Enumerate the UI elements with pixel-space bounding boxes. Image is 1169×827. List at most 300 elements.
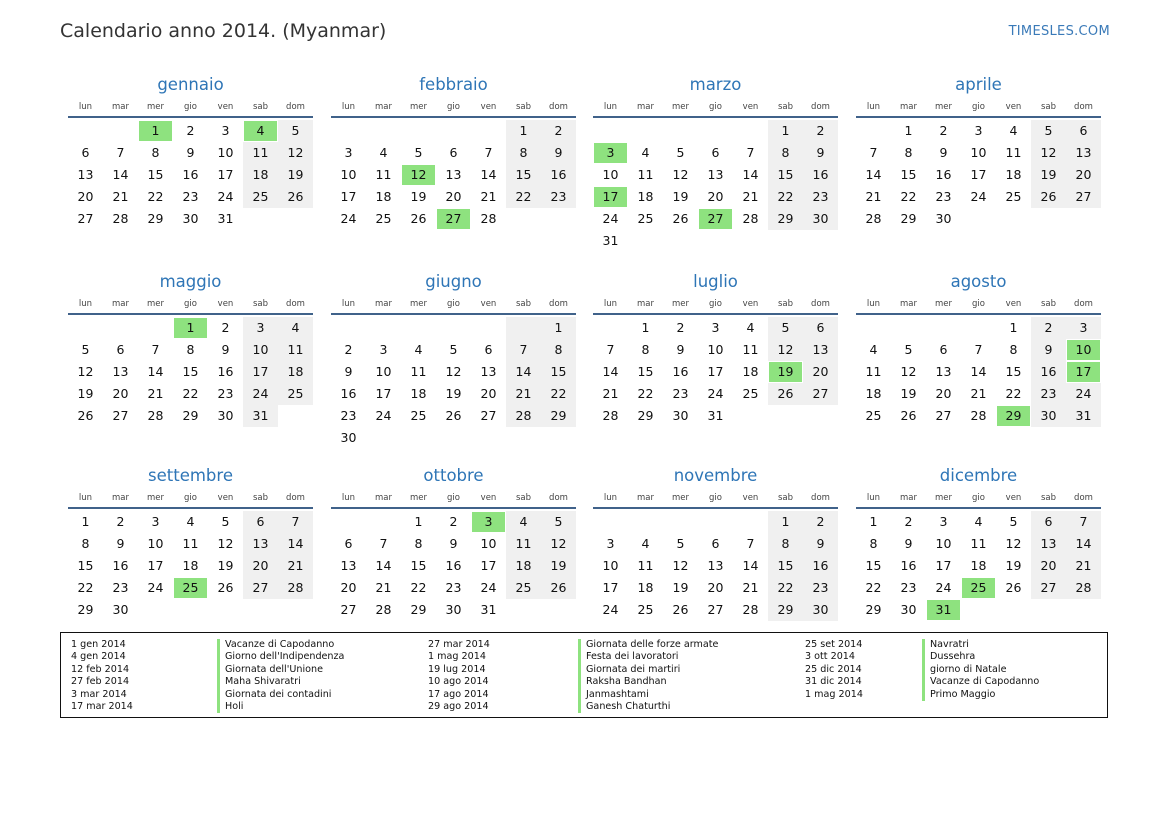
- day-cell[interactable]: 3: [1066, 317, 1101, 339]
- day-cell[interactable]: 18: [278, 361, 313, 383]
- day-cell[interactable]: 6: [803, 317, 838, 339]
- day-cell[interactable]: 30: [217, 408, 234, 423]
- day-cell[interactable]: 6: [711, 536, 720, 551]
- day-cell[interactable]: 7: [1066, 511, 1101, 533]
- day-cell[interactable]: 13: [77, 167, 94, 182]
- day-cell[interactable]: 6: [1031, 511, 1066, 533]
- day-cell[interactable]: 4: [1009, 123, 1018, 138]
- day-cell[interactable]: 13: [340, 558, 357, 573]
- day-cell[interactable]: 28: [1066, 577, 1101, 599]
- day-cell[interactable]: 8: [904, 145, 913, 160]
- day-cell[interactable]: 9: [449, 536, 458, 551]
- day-cell[interactable]: 19: [900, 386, 917, 401]
- day-cell[interactable]: 20: [707, 189, 724, 204]
- day-cell[interactable]: 22: [637, 386, 654, 401]
- day-cell[interactable]: 7: [484, 145, 493, 160]
- day-cell[interactable]: 16: [445, 558, 462, 573]
- day-cell[interactable]: 16: [112, 558, 129, 573]
- day-cell[interactable]: 28: [970, 408, 987, 423]
- day-cell[interactable]: 18: [506, 555, 541, 577]
- day-cell[interactable]: 10: [243, 339, 278, 361]
- day-cell[interactable]: 17: [935, 558, 952, 573]
- day-cell[interactable]: 3: [939, 514, 948, 529]
- day-cell[interactable]: 20: [77, 189, 94, 204]
- day-cell[interactable]: 14: [375, 558, 392, 573]
- day-cell[interactable]: 1: [81, 514, 90, 529]
- day-cell[interactable]: 28: [742, 211, 759, 226]
- day-cell[interactable]: 29: [182, 408, 199, 423]
- day-cell[interactable]: 4: [641, 145, 650, 160]
- day-cell[interactable]: 27: [340, 602, 357, 617]
- day-cell[interactable]: 10: [340, 167, 357, 182]
- day-cell[interactable]: 21: [970, 386, 987, 401]
- day-cell[interactable]: 31: [480, 602, 497, 617]
- day-cell[interactable]: 24: [602, 211, 619, 226]
- day-cell[interactable]: 12: [217, 536, 234, 551]
- day-cell[interactable]: 4: [746, 320, 755, 335]
- day-cell[interactable]: 2: [541, 120, 576, 142]
- day-cell[interactable]: 9: [186, 145, 195, 160]
- day-cell[interactable]: 22: [768, 577, 803, 599]
- day-cell[interactable]: 27: [480, 408, 497, 423]
- day-cell[interactable]: 24: [707, 386, 724, 401]
- day-cell[interactable]: 14: [742, 558, 759, 573]
- day-cell[interactable]: 5: [768, 317, 803, 339]
- day-cell[interactable]: 25: [865, 408, 882, 423]
- day-cell[interactable]: 11: [375, 167, 392, 182]
- day-cell[interactable]: 3: [151, 514, 160, 529]
- day-cell[interactable]: 4: [278, 317, 313, 339]
- day-cell[interactable]: 23: [445, 580, 462, 595]
- day-cell[interactable]: 24: [217, 189, 234, 204]
- day-cell[interactable]: 18: [182, 558, 199, 573]
- day-cell[interactable]: 12: [541, 533, 576, 555]
- day-cell[interactable]: 4: [506, 511, 541, 533]
- day-cell[interactable]: 13: [1066, 142, 1101, 164]
- day-cell[interactable]: 4: [186, 514, 195, 529]
- day-cell[interactable]: 23: [182, 189, 199, 204]
- day-cell[interactable]: 20: [480, 386, 497, 401]
- day-cell[interactable]: 15: [900, 167, 917, 182]
- day-cell[interactable]: 16: [182, 167, 199, 182]
- day-cell[interactable]: 2: [344, 342, 353, 357]
- day-cell[interactable]: 8: [641, 342, 650, 357]
- day-cell[interactable]: 19: [1031, 164, 1066, 186]
- day-cell[interactable]: 29: [768, 208, 803, 230]
- day-cell[interactable]: 15: [410, 558, 427, 573]
- day-cell[interactable]: 25: [243, 186, 278, 208]
- day-cell[interactable]: 21: [742, 189, 759, 204]
- day-cell[interactable]: 16: [340, 386, 357, 401]
- day-cell[interactable]: 11: [506, 533, 541, 555]
- day-cell[interactable]: 27: [112, 408, 129, 423]
- day-cell[interactable]: 10: [935, 536, 952, 551]
- day-cell[interactable]: 30: [803, 208, 838, 230]
- day-cell[interactable]: 19: [410, 189, 427, 204]
- day-cell[interactable]: 26: [1005, 580, 1022, 595]
- day-cell[interactable]: 8: [151, 145, 160, 160]
- day-cell[interactable]: 19: [278, 164, 313, 186]
- day-cell[interactable]: 23: [803, 577, 838, 599]
- day-cell[interactable]: 15: [147, 167, 164, 182]
- holiday-day-cell[interactable]: 1: [138, 120, 173, 142]
- day-cell[interactable]: 8: [869, 536, 878, 551]
- day-cell[interactable]: 29: [410, 602, 427, 617]
- day-cell[interactable]: 16: [803, 555, 838, 577]
- day-cell[interactable]: 11: [182, 536, 199, 551]
- day-cell[interactable]: 24: [243, 383, 278, 405]
- day-cell[interactable]: 25: [1005, 189, 1022, 204]
- day-cell[interactable]: 13: [243, 533, 278, 555]
- holiday-day-cell[interactable]: 12: [401, 164, 436, 186]
- day-cell[interactable]: 3: [379, 342, 388, 357]
- day-cell[interactable]: 24: [375, 408, 392, 423]
- day-cell[interactable]: 24: [147, 580, 164, 595]
- day-cell[interactable]: 13: [707, 558, 724, 573]
- holiday-day-cell[interactable]: 3: [593, 142, 628, 164]
- day-cell[interactable]: 7: [379, 536, 388, 551]
- day-cell[interactable]: 7: [606, 342, 615, 357]
- day-cell[interactable]: 3: [711, 320, 720, 335]
- holiday-day-cell[interactable]: 19: [768, 361, 803, 383]
- day-cell[interactable]: 15: [1005, 364, 1022, 379]
- day-cell[interactable]: 10: [602, 558, 619, 573]
- day-cell[interactable]: 11: [637, 558, 654, 573]
- day-cell[interactable]: 7: [506, 339, 541, 361]
- day-cell[interactable]: 5: [414, 145, 423, 160]
- day-cell[interactable]: 17: [375, 386, 392, 401]
- day-cell[interactable]: 12: [77, 364, 94, 379]
- day-cell[interactable]: 6: [344, 536, 353, 551]
- holiday-day-cell[interactable]: 1: [173, 317, 208, 339]
- day-cell[interactable]: 21: [278, 555, 313, 577]
- day-cell[interactable]: 14: [112, 167, 129, 182]
- day-cell[interactable]: 7: [151, 342, 160, 357]
- day-cell[interactable]: 28: [602, 408, 619, 423]
- day-cell[interactable]: 29: [147, 211, 164, 226]
- day-cell[interactable]: 1: [869, 514, 878, 529]
- day-cell[interactable]: 27: [1031, 577, 1066, 599]
- day-cell[interactable]: 15: [541, 361, 576, 383]
- day-cell[interactable]: 20: [935, 386, 952, 401]
- holiday-day-cell[interactable]: 17: [1066, 361, 1101, 383]
- day-cell[interactable]: 9: [221, 342, 230, 357]
- day-cell[interactable]: 9: [541, 142, 576, 164]
- day-cell[interactable]: 14: [742, 167, 759, 182]
- day-cell[interactable]: 5: [676, 536, 685, 551]
- day-cell[interactable]: 24: [935, 580, 952, 595]
- day-cell[interactable]: 11: [243, 142, 278, 164]
- day-cell[interactable]: 22: [768, 186, 803, 208]
- day-cell[interactable]: 12: [672, 167, 689, 182]
- day-cell[interactable]: 1: [506, 120, 541, 142]
- day-cell[interactable]: 1: [1009, 320, 1018, 335]
- day-cell[interactable]: 20: [1031, 555, 1066, 577]
- day-cell[interactable]: 5: [1009, 514, 1018, 529]
- day-cell[interactable]: 26: [768, 383, 803, 405]
- day-cell[interactable]: 13: [1031, 533, 1066, 555]
- day-cell[interactable]: 21: [112, 189, 129, 204]
- day-cell[interactable]: 8: [414, 536, 423, 551]
- day-cell[interactable]: 10: [707, 342, 724, 357]
- day-cell[interactable]: 21: [602, 386, 619, 401]
- day-cell[interactable]: 12: [672, 558, 689, 573]
- day-cell[interactable]: 31: [602, 233, 619, 248]
- day-cell[interactable]: 9: [1031, 339, 1066, 361]
- day-cell[interactable]: 29: [768, 599, 803, 621]
- day-cell[interactable]: 18: [865, 386, 882, 401]
- day-cell[interactable]: 5: [278, 120, 313, 142]
- day-cell[interactable]: 16: [1031, 361, 1066, 383]
- holiday-day-cell[interactable]: 25: [173, 577, 208, 599]
- day-cell[interactable]: 18: [375, 189, 392, 204]
- day-cell[interactable]: 12: [278, 142, 313, 164]
- day-cell[interactable]: 9: [116, 536, 125, 551]
- day-cell[interactable]: 18: [243, 164, 278, 186]
- day-cell[interactable]: 9: [344, 364, 353, 379]
- day-cell[interactable]: 27: [707, 602, 724, 617]
- day-cell[interactable]: 9: [803, 142, 838, 164]
- day-cell[interactable]: 27: [803, 383, 838, 405]
- day-cell[interactable]: 11: [1005, 145, 1022, 160]
- day-cell[interactable]: 10: [217, 145, 234, 160]
- day-cell[interactable]: 15: [637, 364, 654, 379]
- day-cell[interactable]: 26: [445, 408, 462, 423]
- day-cell[interactable]: 28: [480, 211, 497, 226]
- day-cell[interactable]: 28: [112, 211, 129, 226]
- day-cell[interactable]: 16: [541, 164, 576, 186]
- day-cell[interactable]: 20: [340, 580, 357, 595]
- day-cell[interactable]: 28: [147, 408, 164, 423]
- day-cell[interactable]: 5: [221, 514, 230, 529]
- day-cell[interactable]: 22: [865, 580, 882, 595]
- day-cell[interactable]: 12: [768, 339, 803, 361]
- day-cell[interactable]: 24: [1066, 383, 1101, 405]
- day-cell[interactable]: 11: [970, 536, 987, 551]
- day-cell[interactable]: 30: [1031, 405, 1066, 427]
- day-cell[interactable]: 26: [541, 577, 576, 599]
- day-cell[interactable]: 4: [641, 536, 650, 551]
- day-cell[interactable]: 26: [1031, 186, 1066, 208]
- holiday-day-cell[interactable]: 31: [926, 599, 961, 621]
- day-cell[interactable]: 21: [742, 580, 759, 595]
- day-cell[interactable]: 12: [1031, 142, 1066, 164]
- holiday-day-cell[interactable]: 25: [961, 577, 996, 599]
- day-cell[interactable]: 16: [672, 364, 689, 379]
- day-cell[interactable]: 12: [445, 364, 462, 379]
- day-cell[interactable]: 3: [221, 123, 230, 138]
- day-cell[interactable]: 26: [900, 408, 917, 423]
- holiday-day-cell[interactable]: 10: [1066, 339, 1101, 361]
- day-cell[interactable]: 5: [449, 342, 458, 357]
- day-cell[interactable]: 13: [935, 364, 952, 379]
- day-cell[interactable]: 6: [116, 342, 125, 357]
- day-cell[interactable]: 22: [541, 383, 576, 405]
- day-cell[interactable]: 26: [410, 211, 427, 226]
- day-cell[interactable]: 25: [506, 577, 541, 599]
- day-cell[interactable]: 31: [1066, 405, 1101, 427]
- day-cell[interactable]: 28: [865, 211, 882, 226]
- day-cell[interactable]: 21: [865, 189, 882, 204]
- day-cell[interactable]: 27: [1066, 186, 1101, 208]
- day-cell[interactable]: 1: [768, 120, 803, 142]
- day-cell[interactable]: 29: [900, 211, 917, 226]
- day-cell[interactable]: 22: [900, 189, 917, 204]
- day-cell[interactable]: 25: [278, 383, 313, 405]
- day-cell[interactable]: 21: [375, 580, 392, 595]
- day-cell[interactable]: 27: [243, 577, 278, 599]
- day-cell[interactable]: 5: [1031, 120, 1066, 142]
- day-cell[interactable]: 15: [77, 558, 94, 573]
- day-cell[interactable]: 29: [541, 405, 576, 427]
- day-cell[interactable]: 10: [970, 145, 987, 160]
- brand-link[interactable]: TIMESLES.COM: [1008, 24, 1110, 39]
- day-cell[interactable]: 6: [81, 145, 90, 160]
- day-cell[interactable]: 30: [182, 211, 199, 226]
- day-cell[interactable]: 17: [217, 167, 234, 182]
- day-cell[interactable]: 22: [182, 386, 199, 401]
- day-cell[interactable]: 6: [449, 145, 458, 160]
- day-cell[interactable]: 3: [974, 123, 983, 138]
- day-cell[interactable]: 26: [672, 602, 689, 617]
- day-cell[interactable]: 24: [480, 580, 497, 595]
- day-cell[interactable]: 6: [484, 342, 493, 357]
- day-cell[interactable]: 25: [742, 386, 759, 401]
- day-cell[interactable]: 2: [1031, 317, 1066, 339]
- day-cell[interactable]: 5: [676, 145, 685, 160]
- day-cell[interactable]: 8: [81, 536, 90, 551]
- day-cell[interactable]: 11: [865, 364, 882, 379]
- day-cell[interactable]: 19: [672, 189, 689, 204]
- day-cell[interactable]: 10: [480, 536, 497, 551]
- day-cell[interactable]: 23: [803, 186, 838, 208]
- day-cell[interactable]: 11: [410, 364, 427, 379]
- day-cell[interactable]: 12: [1005, 536, 1022, 551]
- day-cell[interactable]: 30: [445, 602, 462, 617]
- day-cell[interactable]: 14: [970, 364, 987, 379]
- day-cell[interactable]: 26: [77, 408, 94, 423]
- holiday-day-cell[interactable]: 3: [471, 511, 506, 533]
- day-cell[interactable]: 14: [602, 364, 619, 379]
- day-cell[interactable]: 19: [445, 386, 462, 401]
- day-cell[interactable]: 19: [672, 580, 689, 595]
- day-cell[interactable]: 31: [243, 405, 278, 427]
- day-cell[interactable]: 14: [147, 364, 164, 379]
- day-cell[interactable]: 18: [637, 580, 654, 595]
- day-cell[interactable]: 19: [217, 558, 234, 573]
- day-cell[interactable]: 17: [243, 361, 278, 383]
- day-cell[interactable]: 15: [506, 164, 541, 186]
- day-cell[interactable]: 14: [278, 533, 313, 555]
- day-cell[interactable]: 25: [410, 408, 427, 423]
- day-cell[interactable]: 2: [676, 320, 685, 335]
- day-cell[interactable]: 6: [711, 145, 720, 160]
- day-cell[interactable]: 14: [506, 361, 541, 383]
- day-cell[interactable]: 10: [375, 364, 392, 379]
- day-cell[interactable]: 23: [217, 386, 234, 401]
- day-cell[interactable]: 14: [480, 167, 497, 182]
- day-cell[interactable]: 4: [974, 514, 983, 529]
- day-cell[interactable]: 15: [182, 364, 199, 379]
- day-cell[interactable]: 6: [243, 511, 278, 533]
- day-cell[interactable]: 3: [606, 536, 615, 551]
- day-cell[interactable]: 20: [445, 189, 462, 204]
- day-cell[interactable]: 31: [217, 211, 234, 226]
- day-cell[interactable]: 31: [707, 408, 724, 423]
- day-cell[interactable]: 29: [77, 602, 94, 617]
- day-cell[interactable]: 2: [939, 123, 948, 138]
- day-cell[interactable]: 3: [243, 317, 278, 339]
- day-cell[interactable]: 21: [506, 383, 541, 405]
- day-cell[interactable]: 7: [116, 145, 125, 160]
- day-cell[interactable]: 20: [112, 386, 129, 401]
- day-cell[interactable]: 14: [865, 167, 882, 182]
- day-cell[interactable]: 24: [602, 602, 619, 617]
- day-cell[interactable]: 5: [81, 342, 90, 357]
- day-cell[interactable]: 11: [637, 167, 654, 182]
- day-cell[interactable]: 1: [768, 511, 803, 533]
- day-cell[interactable]: 18: [1005, 167, 1022, 182]
- day-cell[interactable]: 23: [112, 580, 129, 595]
- day-cell[interactable]: 21: [1066, 555, 1101, 577]
- day-cell[interactable]: 2: [221, 320, 230, 335]
- day-cell[interactable]: 11: [278, 339, 313, 361]
- day-cell[interactable]: 30: [340, 430, 357, 445]
- day-cell[interactable]: 30: [112, 602, 129, 617]
- day-cell[interactable]: 30: [900, 602, 917, 617]
- day-cell[interactable]: 22: [77, 580, 94, 595]
- day-cell[interactable]: 21: [480, 189, 497, 204]
- day-cell[interactable]: 13: [112, 364, 129, 379]
- day-cell[interactable]: 9: [676, 342, 685, 357]
- day-cell[interactable]: 23: [340, 408, 357, 423]
- day-cell[interactable]: 23: [672, 386, 689, 401]
- day-cell[interactable]: 13: [803, 339, 838, 361]
- day-cell[interactable]: 8: [506, 142, 541, 164]
- day-cell[interactable]: 2: [449, 514, 458, 529]
- day-cell[interactable]: 23: [1031, 383, 1066, 405]
- day-cell[interactable]: 15: [768, 164, 803, 186]
- day-cell[interactable]: 25: [637, 211, 654, 226]
- day-cell[interactable]: 8: [768, 533, 803, 555]
- day-cell[interactable]: 22: [147, 189, 164, 204]
- day-cell[interactable]: 27: [935, 408, 952, 423]
- day-cell[interactable]: 13: [480, 364, 497, 379]
- day-cell[interactable]: 16: [217, 364, 234, 379]
- day-cell[interactable]: 26: [217, 580, 234, 595]
- day-cell[interactable]: 28: [278, 577, 313, 599]
- day-cell[interactable]: 16: [935, 167, 952, 182]
- day-cell[interactable]: 2: [803, 511, 838, 533]
- day-cell[interactable]: 6: [1066, 120, 1101, 142]
- day-cell[interactable]: 24: [970, 189, 987, 204]
- day-cell[interactable]: 28: [742, 602, 759, 617]
- day-cell[interactable]: 22: [506, 186, 541, 208]
- day-cell[interactable]: 1: [641, 320, 650, 335]
- day-cell[interactable]: 17: [480, 558, 497, 573]
- day-cell[interactable]: 6: [939, 342, 948, 357]
- day-cell[interactable]: 4: [869, 342, 878, 357]
- day-cell[interactable]: 17: [602, 580, 619, 595]
- day-cell[interactable]: 19: [1005, 558, 1022, 573]
- day-cell[interactable]: 18: [742, 364, 759, 379]
- day-cell[interactable]: 15: [865, 558, 882, 573]
- day-cell[interactable]: 17: [340, 189, 357, 204]
- day-cell[interactable]: 11: [742, 342, 759, 357]
- day-cell[interactable]: 26: [672, 211, 689, 226]
- holiday-day-cell[interactable]: 27: [698, 208, 733, 230]
- day-cell[interactable]: 22: [1005, 386, 1022, 401]
